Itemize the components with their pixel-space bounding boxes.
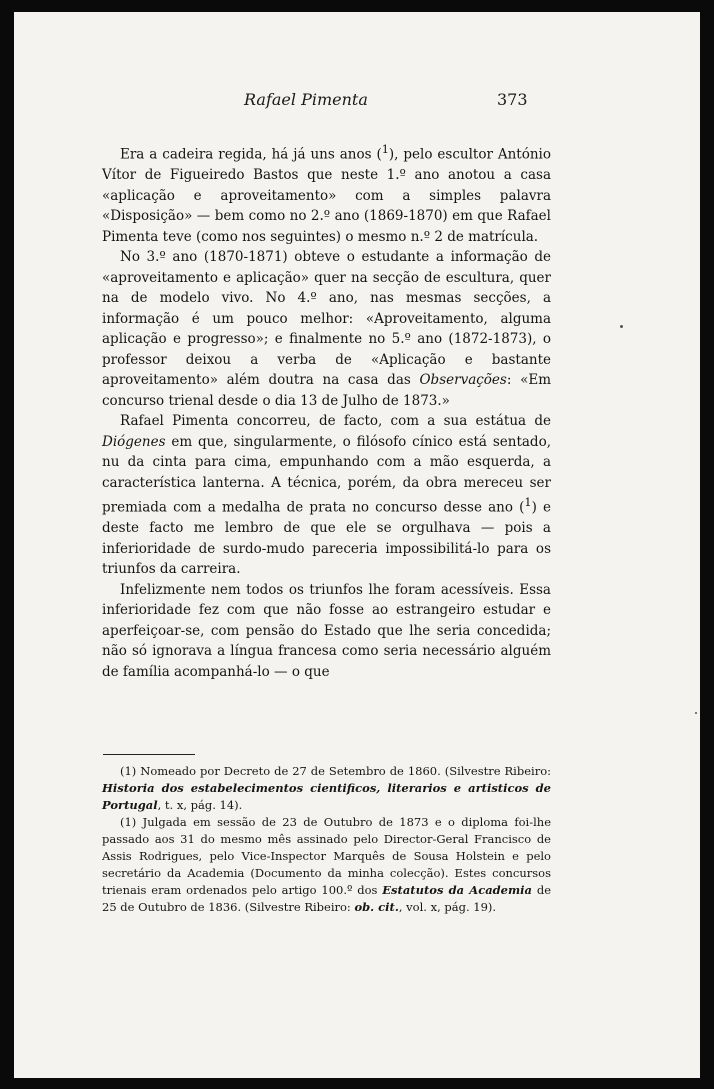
paragraph-3-text-c: ) e deste facto me lembro de que ele se orgulhava — pois a inferioridade de surdo-mudo pareceria impossibilitá-lo para os triunfos da carreira. — [102, 499, 551, 577]
footnote-1-text-b: , t. x, pág. 14). — [157, 798, 243, 812]
paragraph-2-text-b: : «Em concurso trienal desde o dia 13 de Julho de 1873.» — [102, 372, 551, 409]
footnote-1-text-a: Nomeado por Decreto de 27 de Setembro de 1860. (Silvestre Ribeiro: — [136, 764, 551, 778]
page-number: 373 — [497, 90, 528, 109]
footnote-2-text-a: Julgada em sessão de 23 de Outubro de 1873 e o diploma foi-lhe passado aos 31 do mesmo mês assinado pelo Director-Geral Francisco de Assis Rodrigues, pelo Vice-Inspector Marquês de Sousa Holstein e pelo secretário da Academia (Documento da minha colecção). Estes concursos trienais eram ordenados pelo artigo 100.º dos — [102, 815, 551, 897]
footnote-rule — [103, 754, 195, 755]
paper-speck — [620, 325, 623, 328]
body-text — [102, 140, 551, 682]
running-title: Rafael Pimenta — [244, 90, 368, 109]
paragraph-1-text-b: ), pelo escultor António Vítor de Figueiredo Bastos que neste 1.º ano anotou a casa «aplicação e aproveitamento» com a simples palavra «Disposição» — bem como no 2.º ano (1869-1870) em que Rafael Pimenta teve (como nos seguintes) o mesmo n.º 2 de matrícula. — [102, 146, 551, 245]
running-header — [14, 90, 700, 114]
footnote-2-italic-2: ob. cit. — [354, 900, 399, 914]
paper-speck — [695, 712, 697, 714]
paragraph-1-text-a: Era a cadeira regida, há já uns anos ( — [120, 146, 382, 163]
page-sheet — [14, 12, 700, 1078]
footnote-1-italic: Historia dos estabelecimentos cientificos, literarios e artisticos de Portugal — [102, 781, 551, 812]
paragraph-2 — [102, 247, 551, 411]
footnote-1 — [102, 763, 551, 814]
paragraph-3-italic: Diógenes — [102, 433, 166, 450]
paragraph-2-italic: Observações — [419, 372, 507, 388]
paragraph-4-text-a: Infelizmente nem todos os triunfos lhe foram acessíveis. Essa inferioridade fez com que não fosse ao estrangeiro estudar e aperfeiçoar-se, com pensão do Estado que lhe seria concedida; não só ignorava a língua francesa como seria necessário alguém de família acompanhá-lo — o que — [102, 581, 551, 680]
paragraph-3 — [102, 411, 551, 580]
footnote-2 — [102, 814, 551, 916]
footnote-2-italic: Estatutos da Academia — [382, 883, 532, 897]
paragraph-1 — [102, 140, 551, 247]
footnotes — [102, 763, 551, 916]
paragraph-3-text-a: Rafael Pimenta concorreu, de facto, com a sua estátua de — [120, 413, 551, 429]
footnote-2-text-b: de 25 de Outubro de 1836. (Silvestre Ribeiro: — [102, 883, 551, 914]
paragraph-2-text-a: No 3.º ano (1870-1871) obteve o estudante a informação de «aproveitamento e aplicação» quer na secção de escultura, quer na de modelo vivo. No 4.º ano, nas mesmas secções, a informação é um pouco melhor: «Aproveitamento, alguma aplicação e progresso»; e finalmente no 5.º ano (1872-1873), o professor deixou a verba de «Aplicação e bastante aproveitamento» além doutra na casa das — [102, 249, 551, 388]
footnote-2-marker: (1) — [120, 815, 137, 829]
footnote-ref-1: 1 — [381, 143, 389, 156]
footnote-ref-2: 1 — [524, 496, 532, 509]
footnote-2-text-c: , vol. x, pág. 19). — [398, 900, 497, 914]
paragraph-4 — [102, 580, 551, 683]
paragraph-3-text-b: em que, singularmente, o filósofo cínico está sentado, nu da cinta para cima, empunhando com a mão esquerda, a característica lanterna. A técnica, porém, da obra mereceu ser premiada com a medalha de prata no concurso desse ano ( — [102, 433, 551, 516]
footnote-1-marker: (1) — [120, 764, 137, 778]
